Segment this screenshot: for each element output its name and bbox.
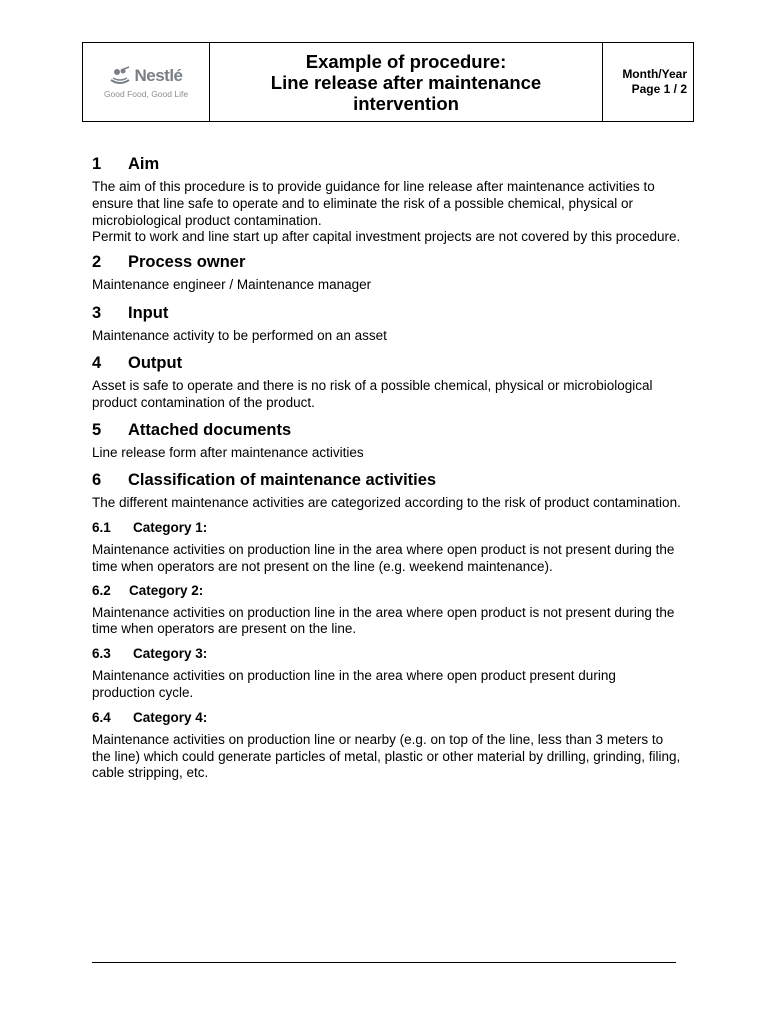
logo-cell <box>83 43 210 121</box>
section-heading: 1 Aim <box>92 155 160 173</box>
section-heading: 4 Output <box>92 353 183 372</box>
section-paragraph: Maintenance engineer / Maintenance manager <box>92 277 372 293</box>
subsection-paragraph: Maintenance activities on production line in the area where open product is not present during the time when operators are present on the line. <box>92 604 675 637</box>
subsection-heading: 6.1 Category 1: <box>92 519 208 535</box>
section-heading: 2 Process owner <box>92 253 246 272</box>
title-line-3: intervention <box>353 92 459 114</box>
footer-rule <box>92 962 676 963</box>
title-cell <box>210 43 603 121</box>
section-paragraph: Asset is safe to operate and there is no risk of a possible chemical, physical or microbiological product contamination of the product. <box>92 377 653 410</box>
page-number: Page 1 / 2 <box>631 82 687 96</box>
subsection-heading: 6.2 Category 2: <box>92 582 204 598</box>
section-paragraph: The different maintenance activities are categorized according to the risk of product contamination. <box>92 495 681 511</box>
subsection-paragraph: Maintenance activities on production line in the area where open product is not present during the time when operators are not present on the line (e.g. weekend maintenance). <box>92 541 675 574</box>
logo-text: Nestlé <box>134 65 183 85</box>
title-line-2: Line release after maintenance <box>270 71 542 93</box>
document-header <box>82 42 694 122</box>
section-paragraph: The aim of this procedure is to provide guidance for line release after maintenance activities to ensure that line safe to operate and to eliminate the risk of a possible chemical, physical or microbiological product contamination. <box>92 179 655 228</box>
section-paragraph: Maintenance activity to be performed on an asset <box>92 327 387 343</box>
month-year: Month/Year <box>622 67 687 81</box>
section-paragraph: Line release form after maintenance activities <box>92 445 364 461</box>
nestle-logo <box>109 66 182 86</box>
section-heading: 5 Attached documents <box>92 421 292 440</box>
section-heading: 3 Input <box>92 303 169 322</box>
title-line-1: Example of procedure: <box>305 50 507 72</box>
section-heading: 6 Classification of maintenance activities <box>92 471 437 490</box>
section-paragraph: Permit to work and line start up after capital investment projects are not covered by this procedure. <box>92 229 681 245</box>
document-body <box>92 154 682 787</box>
subsection-heading: 6.4 Category 4: <box>92 709 208 725</box>
tagline: Good Food, Good Life <box>103 88 189 99</box>
subsection-paragraph: Maintenance activities on production line or nearby (e.g. on top of the line, less than 3 meters to the line) which could generate particles of metal, plastic or other material by drilling, grinding, filing, cable stripping, etc. <box>92 731 681 781</box>
subsection-paragraph: Maintenance activities on production line in the area where open product present during production cycle. <box>92 668 616 700</box>
bird-nest-icon <box>109 66 131 86</box>
meta-cell <box>603 43 693 121</box>
subsection-heading: 6.3 Category 3: <box>92 646 208 662</box>
